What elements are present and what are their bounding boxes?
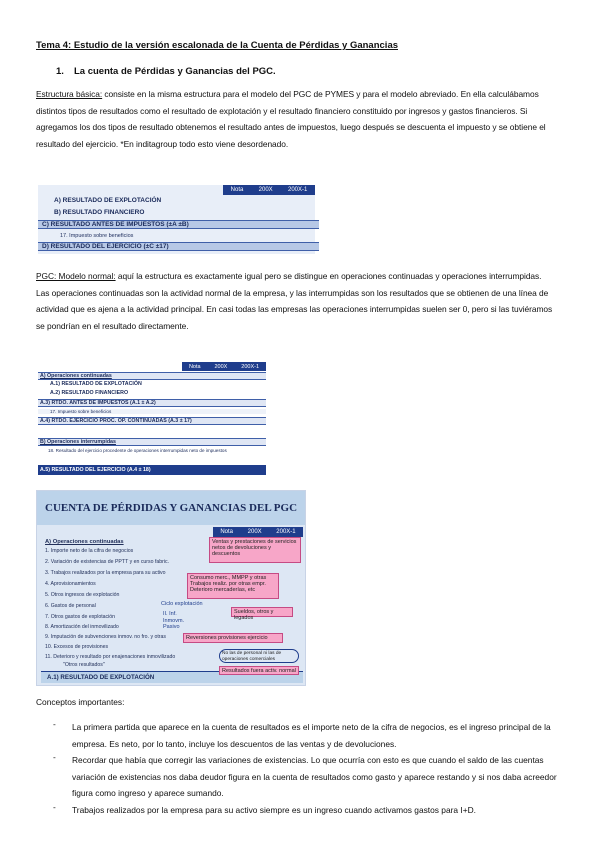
concept-item: Recordar que había que corregir las variaciones de existencias. Lo que ocurría con esto es que cuando el saldo de las cuentas variación de existencias nos daba deudor figura en la cuenta de resultados como gasto y aparece restando y si nos daba acreedor figura como ingreso y aparece sumando. [72, 755, 557, 798]
figure-row: A.5) RESULTADO DEL EJERCICIO (A.4 ± 18) [38, 465, 266, 475]
figure-line: 9. Imputación de subvenciones inmov. no fro. y otras [45, 634, 167, 640]
col-header: 200X-1 [276, 529, 296, 535]
figure-row: A) RESULTADO DE EXPLOTACIÓN [54, 197, 162, 204]
figure-row: B) Operaciones interrumpidas [38, 438, 266, 446]
figure-pgc-detailed [36, 490, 306, 686]
figure-basic-structure [38, 185, 315, 254]
paragraph-modelo-normal [36, 268, 556, 334]
figure-line: 1. Importe neto de la cifra de negocios [45, 548, 134, 554]
concepts-heading: Conceptos importantes: [36, 697, 125, 707]
figure-row: A.1) RESULTADO DE EXPLOTACIÓN [50, 381, 142, 387]
figure-line: 4. Aprovisionamientos [45, 581, 96, 587]
paragraph-estructura-basica [36, 86, 556, 152]
figure-section: A) Operaciones continuadas [45, 539, 124, 545]
figure-row: A.3) RTDO. ANTES DE IMPUESTOS (A.1 ± A.2) [38, 399, 266, 407]
concept-item: La primera partida que aparece en la cuenta de resultados es el importe neto de la cifra de negocios, es el ingreso principal de la empresa. Es neto, por lo tanto, incluye los descuentos de las ventas y de devoluciones. [72, 722, 551, 749]
col-header: 200X [258, 187, 273, 193]
figure-header-bar [182, 362, 266, 371]
figure-line: 3. Trabajos realizados por la empresa para su activo [45, 570, 166, 576]
figure-row: 17. Impuesto sobre beneficios [38, 409, 266, 414]
paragraph-term: Estructura básica: [36, 89, 103, 99]
col-header: Nota [220, 529, 233, 535]
col-header: 200X [214, 363, 228, 370]
figure-line: 8. Amortización del inmovilizado [45, 624, 119, 630]
figure-row: D) RESULTADO DEL EJERCICIO (±C ±17) [38, 242, 319, 251]
annotation-note: Resultados fuera activ. normal [219, 666, 299, 675]
annotation-note: Consumo merc., MMPP y otras Trabajos realiz. por otras empr. Deterioro mercaderías, etc [187, 573, 279, 599]
figure-line: 2. Variación de existencias de PPTT y en curso fabric. [45, 559, 170, 565]
figure-line: "Otros resultados" [63, 662, 105, 668]
paragraph-term: PGC: Modelo normal: [36, 271, 116, 281]
bullet-dash: - [53, 719, 56, 729]
figure-row: C) RESULTADO ANTES DE IMPUESTOS (±A ±B) [38, 220, 319, 229]
figure-row: 18. Resultado del ejercicio procedente de operaciones interrumpidas neto de impuestos [48, 448, 227, 453]
figure-row: A.4) RTDO. EJERCICIO PROC. OP. CONTINUADAS (A.3 ± 17) [38, 417, 266, 425]
figure-row: 17. Impuesto sobre beneficios [60, 233, 134, 239]
col-header: Nota [188, 363, 201, 370]
annotation-label: II. Inf. Inmovm. Pasivo [163, 611, 185, 630]
figure-result-bar: A.1) RESULTADO DE EXPLOTACIÓN [41, 671, 303, 683]
annotation-note: Ventas y prestaciones de servicios netos de devoluciones y descuentos [209, 537, 301, 563]
concept-item: Trabajos realizados por la empresa para su activo siempre es un ingreso cuando activamos gastos para I+D. [72, 805, 476, 815]
figure-row: B) RESULTADO FINANCIERO [54, 209, 145, 216]
figure-line: 6. Gastos de personal [45, 603, 96, 609]
paragraph-text: consiste en la misma estructura para el modelo del PGC de PYMES y para el modelo abreviado. En ella calculábamos distintos tipos de resultados como el resultado de explotación y el resultado financiero constituido por ingresos y gastos financieros. Si agregamos los dos tipos de resultado obtenemos el resultado antes de impuestos, luego después se descuenta el impuesto y se obtiene el resultado del ejercicio. *En inditagroup todo esto viene desordenado. [36, 89, 546, 149]
section-heading: La cuenta de Pérdidas y Ganancias del PGC. [74, 66, 276, 77]
bullet-dash: - [53, 752, 56, 762]
col-header: 200X-1 [287, 187, 308, 193]
col-header: Nota [230, 187, 244, 193]
bullet-dash: - [53, 802, 56, 812]
figure-line: 7. Otros gastos de explotación [45, 614, 116, 620]
figure-line: 10. Excesos de provisiones [45, 644, 109, 650]
figure-line: 5. Otros ingresos de explotación [45, 592, 120, 598]
paragraph-text: aquí la estructura es exactamente igual pero se distingue en operaciones continuadas y operaciones interrumpidas. Las operaciones continuadas son la actividad normal de la empresa, y las interrumpidas son los resultados que se obtienen de una línea de actividad que es ajena a la actividad principal. En casi todas las empresas las operaciones interrumpidas suelen ser 0, pero si las tuviéramos se pondrían en el resultado directamente. [36, 271, 553, 331]
annotation-note: Sueldos, otros y legados [231, 607, 293, 617]
page-title: Tema 4: Estudio de la versión escalonada de la Cuenta de Pérdidas y Ganancias [36, 40, 399, 51]
figure-normal-model [38, 362, 266, 480]
annotation-note: No las de personal ni las de operaciones comerciales [219, 649, 299, 663]
figure-title: CUENTA DE PÉRDIDAS Y GANANCIAS DEL PGC [37, 491, 305, 525]
figure-header-bar [223, 185, 315, 195]
section-number: 1. [56, 66, 64, 77]
col-header: 200X-1 [241, 363, 260, 370]
annotation-label: Ciclo explotación [161, 601, 203, 607]
figure-row: A.2) RESULTADO FINANCIERO [50, 390, 129, 396]
figure-line: 11. Deterioro y resultado por enajenaciones inmovilizado [45, 654, 176, 660]
figure-row: A) Operaciones continuadas [38, 372, 266, 380]
col-header: 200X [247, 529, 262, 535]
annotation-note: Reversiones provisiones ejercicio [183, 633, 283, 643]
figure-header-bar [213, 527, 303, 537]
